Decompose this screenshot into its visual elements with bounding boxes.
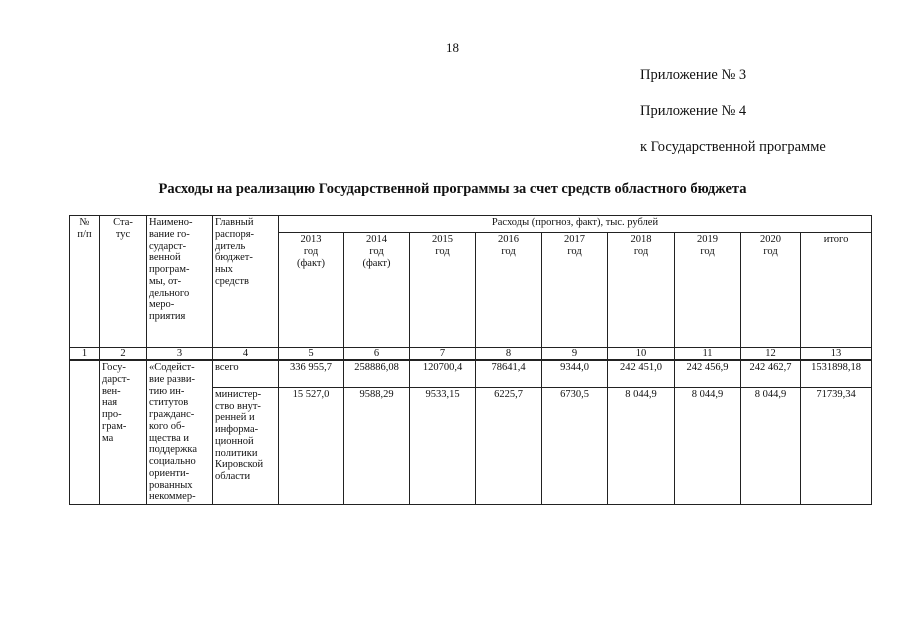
row-num-cell — [70, 360, 100, 505]
column-number: 13 — [801, 348, 872, 361]
value-cell: 258886,08 — [344, 360, 410, 387]
header-num: № п/п — [70, 216, 100, 348]
header-year-2013: 2013 год (факт) — [279, 233, 344, 348]
header-year-2018: 2018 год — [608, 233, 675, 348]
column-number: 1 — [70, 348, 100, 361]
value-cell: 9344,0 — [542, 360, 608, 387]
column-number: 11 — [675, 348, 741, 361]
header-year-2017: 2017 год — [542, 233, 608, 348]
column-number-row — [70, 348, 872, 361]
row-name-cell: «Содейст- вие разви- тию ин- ститутов гражданс- кого об- щества и поддержка социально ориенти- рованных некоммер- — [147, 360, 213, 505]
value-cell: 6730,5 — [542, 387, 608, 504]
column-number: 9 — [542, 348, 608, 361]
value-cell: 9533,15 — [410, 387, 476, 504]
value-cell: 8 044,9 — [608, 387, 675, 504]
header-year-2014: 2014 год (факт) — [344, 233, 410, 348]
column-number: 6 — [344, 348, 410, 361]
header-name: Наимено- вание го- сударст- венной програм- мы, от- дельного меро- приятия — [147, 216, 213, 348]
header-year-2016: 2016 год — [476, 233, 542, 348]
column-number: 12 — [741, 348, 801, 361]
column-number: 2 — [100, 348, 147, 361]
manager-cell-total: всего — [213, 360, 279, 387]
appendix-line-1: Приложение № 3 — [640, 67, 747, 83]
value-cell: 242 456,9 — [675, 360, 741, 387]
row-status-cell: Госу- дарст- вен- ная про- грам- ма — [100, 360, 147, 505]
value-cell: 242 451,0 — [608, 360, 675, 387]
value-cell: 6225,7 — [476, 387, 542, 504]
budget-table — [69, 215, 872, 505]
value-cell: 242 462,7 — [741, 360, 801, 387]
manager-cell-ministry: министер- ство внут- ренней и информа- ционной политики Кировской области — [213, 387, 279, 504]
appendix-block — [640, 68, 826, 176]
value-cell-total: 1531898,18 — [801, 360, 872, 387]
value-cell: 9588,29 — [344, 387, 410, 504]
column-number: 10 — [608, 348, 675, 361]
page-number: 18 — [446, 40, 459, 55]
column-number: 7 — [410, 348, 476, 361]
header-year-2019: 2019 год — [675, 233, 741, 348]
appendix-line-2: Приложение № 4 — [640, 103, 747, 119]
value-cell: 120700,4 — [410, 360, 476, 387]
column-number: 3 — [147, 348, 213, 361]
value-cell: 15 527,0 — [279, 387, 344, 504]
appendix-line-3: к Государственной программе — [640, 139, 826, 155]
document-title: Расходы на реализацию Государственной программы за счет средств областного бюджета — [158, 181, 747, 197]
value-cell: 8 044,9 — [675, 387, 741, 504]
header-row-1 — [70, 216, 872, 233]
header-year-2020: 2020 год — [741, 233, 801, 348]
value-cell-total: 71739,34 — [801, 387, 872, 504]
value-cell: 8 044,9 — [741, 387, 801, 504]
table-row — [70, 360, 872, 387]
header-manager: Главный распоря- дитель бюджет- ных средств — [213, 216, 279, 348]
value-cell: 78641,4 — [476, 360, 542, 387]
column-number: 8 — [476, 348, 542, 361]
column-number: 4 — [213, 348, 279, 361]
header-year-2015: 2015 год — [410, 233, 476, 348]
header-expenses: Расходы (прогноз, факт), тыс. рублей — [279, 216, 872, 233]
value-cell: 336 955,7 — [279, 360, 344, 387]
header-total: итого — [801, 233, 872, 348]
column-number: 5 — [279, 348, 344, 361]
header-status: Ста- тус — [100, 216, 147, 348]
